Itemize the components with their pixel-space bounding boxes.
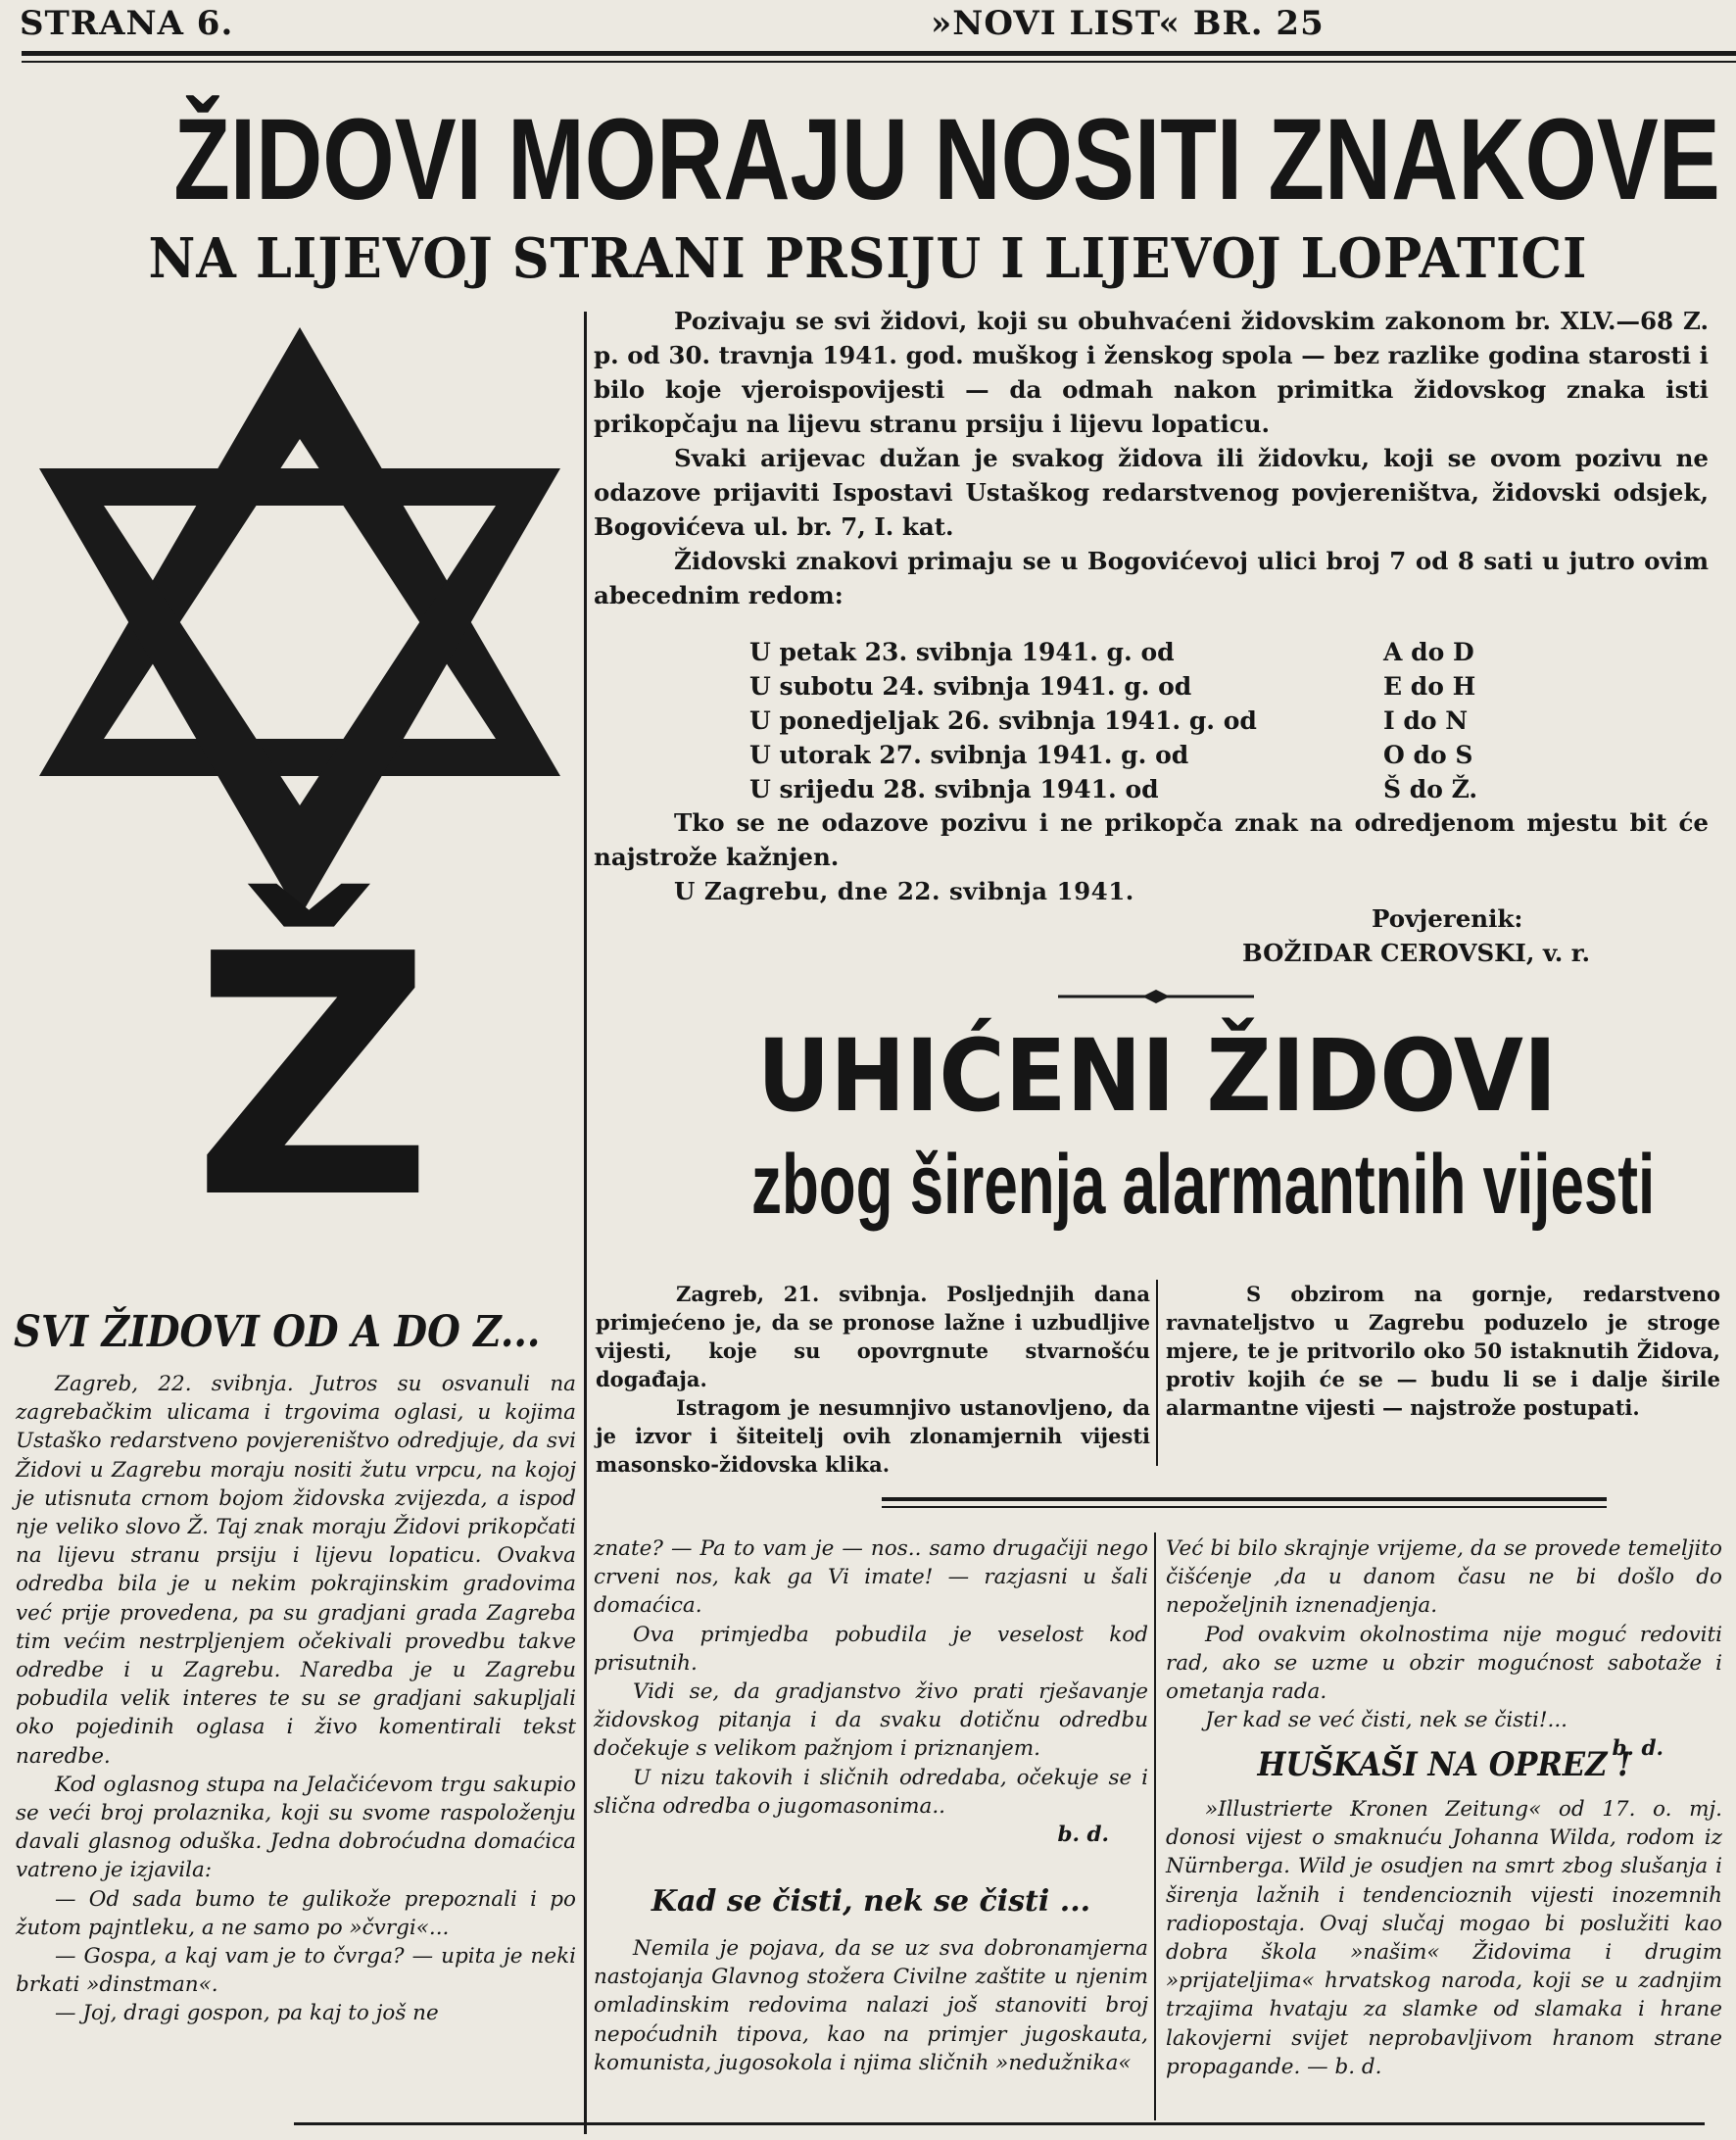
right-bottom-paragraph: Pod ovakvim okolnostima nije moguć redoviti rad, ako se uzme u obzir mogućnost sabotaže i ometanja rada. — [1166, 1622, 1722, 1705]
arrested-col1 — [596, 1280, 1150, 1479]
decree-paragraph: Židovski znakovi primaju se u Bogovićevoj ulici broj 7 od 8 sati u jutro ovim abecednim redom: — [594, 547, 1709, 609]
schedule-day: U subotu 24. svibnja 1941. g. od — [749, 672, 1192, 701]
letter-z-emblem: Ž — [192, 884, 434, 1272]
svi-zidovi-text — [16, 1370, 576, 2028]
column-divider-lower — [1154, 1532, 1156, 2120]
section-rule-thin — [882, 1506, 1607, 1508]
svi-zidovi-paragraph: — Od sada bumo te gulikože prepoznali i po žutom pajntleku, a ne samo po »čvrgi«... — [16, 1886, 576, 1940]
paper-name: »NOVI LIST« BR. 25 — [931, 4, 1325, 43]
column-divider-arrested — [1156, 1280, 1158, 1466]
decree-closing-block — [594, 805, 1709, 908]
arrested-paragraph: S obzirom na gornje, redarstveno ravnateljstvo u Zagrebu poduzelo je stroge mjere, te je pritvorilo oko 50 istaknutih Židova, protiv kojih će se — budu li se i dalje širile alarmantne vijesti — najstrože postupati. — [1166, 1282, 1720, 1420]
kad-se-cisti-headline: Kad se čisti, nek se čisti ... — [651, 1884, 1091, 1919]
continuation-text — [594, 1534, 1148, 1849]
schedule-day: U ponedjeljak 26. svibnja 1941. g. od — [749, 706, 1257, 735]
right-bottom-text — [1166, 1534, 1722, 1764]
continuation-paragraph: Vidi se, da gradjanstvo živo prati rješavanje židovskog pitanja i da svaku dotičnu odredbu dočekuje s velikom pažnjom i priznanjem. — [594, 1679, 1148, 1762]
continuation-paragraph: znate? — Pa to vam je — nos.. samo drugačiji nego crveni nos, kak ga Vi imate! — razjasni u šali domaćica. — [594, 1536, 1148, 1619]
right-bottom-sign: b. d. — [1612, 1736, 1664, 1762]
svi-zidovi-paragraph: Kod oglasnog stupa na Jelačićevom trgu sakupio se veći broj prolaznika, koji su svome raspoloženju davali glasnog oduška. Jedna dobroćudna domaćica vatreno je izjavila: — [16, 1772, 576, 1883]
header-rule-thin — [22, 61, 1736, 63]
huskasi-paragraph: »Illustrierte Kronen Zeitung« od 17. o. mj. donosi vijest o smaknuću Johanna Wilda, rodom iz Nürnberga. Wild je osudjen na smrt zbog slušanja i širenja lažnih i tendencioznih vijesti inozemnih radiopostaja. Ovaj slučaj mogao bi poslužiti kao dobra škola »našim« Židovima i drugim »prijateljima« hrvatskog naroda, koji se u zadnjim trzajima hvataju za slamke od slamaka i hrane lakovjerni svijet neprobavljivom hranom strane propagande. — b. d. — [1166, 1797, 1722, 2079]
arrested-headline: UHIĆENI ŽIDOVI — [756, 1018, 1558, 1135]
kad-se-cisti-paragraph: Nemila je pojava, da se uz sva dobronamjerna nastojanja Glavnog stožera Civilne zaštite u njenim omladinskim redovima nalazi još stanoviti broj nepoćudnih tipova, kao na primjer jugoskauta, komunista, jugosokola i njima sličnih »nedužnika« — [594, 1936, 1148, 2075]
arrested-subheadline: zbog širenja alarmantnih vijesti — [751, 1138, 1656, 1232]
continuation-paragraph: U nizu takovih i sličnih odredaba, očekuje se i slična odredba o jugomasonima.. — [594, 1765, 1148, 1819]
schedule-letters: O do S — [1383, 741, 1473, 769]
schedule-letters: E do H — [1383, 672, 1476, 701]
main-headline: ŽIDOVI MORAJU NOSITI ZNAKOVE — [173, 95, 1720, 224]
page-label: STRANA 6. — [20, 4, 234, 43]
main-subheadline: NA LIJEVOJ STRANI PRSIJU I LIJEVOJ LOPATICI — [148, 226, 1588, 291]
huskasi-headline: HUŠKAŠI NA OPREZ ! — [1257, 1745, 1631, 1784]
decree-text — [594, 304, 1709, 612]
continuation-sign: b. d. — [1057, 1823, 1109, 1848]
column-divider-main — [584, 312, 587, 2134]
decree-paragraph: Pozivaju se svi židovi, koji su obuhvaćeni židovskim zakonom br. XLV.—68 Z. p. od 30. travnja 1941. god. muškog i ženskog spola — bez razlike godina starosti i bilo koje vjeroispovijesti — da odmah nakon primitka židovskog znaka isti prikopčaju na lijevu stranu prsiju i lijevu lopaticu. — [594, 307, 1709, 438]
arrested-paragraph: Istragom je nesumnjivo ustanovljeno, da je izvor i šiteitelj ovih zlonamjernih vijesti masonsko-židovska klika. — [596, 1395, 1150, 1477]
header-rule-thick — [22, 51, 1736, 56]
schedule-letters: Š do Ž. — [1383, 775, 1478, 803]
ornament-rule — [1058, 990, 1254, 1003]
arrested-paragraph: Zagreb, 21. svibnja. Posljednjih dana primjećeno je, da se pronose lažne i uzbudljive vijesti, koje su opovrgnute stvarnošću događaja. — [596, 1282, 1150, 1391]
schedule-day: U petak 23. svibnja 1941. g. od — [749, 638, 1175, 666]
signature-title: Povjerenik: — [1372, 904, 1523, 933]
right-bottom-paragraph: Jer kad se već čisti, nek se čisti!... — [1205, 1708, 1568, 1733]
decree-paragraph: Svaki arijevac dužan je svakog židova ili židovku, koji se ovom pozivu ne odazove prijaviti Ispostavi Ustaškog redarstvenog povjereništva, židovski odsjek, Bogovićeva ul. br. 7, I. kat. — [594, 444, 1709, 541]
signature-name: BOŽIDAR CEROVSKI, v. r. — [1242, 939, 1590, 967]
decree-place-date: U Zagrebu, dne 22. svibnja 1941. — [674, 877, 1134, 905]
decree-closing: Tko se ne odazove pozivu i ne prikopča znak na odredjenom mjestu bit će najstrože kažnjen. — [594, 808, 1709, 871]
svi-zidovi-paragraph: — Joj, dragi gospon, pa kaj to još ne — [55, 2001, 439, 2026]
schedule-letters: A do D — [1383, 638, 1474, 666]
svi-zidovi-paragraph: Zagreb, 22. svibnja. Jutros su osvanuli na zagrebačkim ulicama i trgovima oglasi, u kojima Ustaško redarstveno povjereništvo odredjuje, da svi Židovi u Zagrebu moraju nositi žutu vrpcu, na kojoj je utisnuta crnom bojom židovska zvijezda, a ispod nje veliko slovo Ž. Taj znak moraju Židovi prikopčati na lijevu stranu prsiju i lijevu lopaticu. Ovakva odredba bila je u nekim pokrajinskim gradovima već prije provedena, pa su gradjani grada Zagreba tim većim nestrpljenjem očekivali provedbu takve odredbe i u Zagrebu. Naredba je u Zagrebu pobudila velik interes te su se gradjani sakupljali oko pojedinih oglasa i živo komentirali tekst naredbe. — [16, 1372, 576, 1769]
huskasi-text — [1166, 1795, 1722, 2081]
arrested-col2 — [1166, 1280, 1720, 1422]
kad-se-cisti-text — [594, 1934, 1148, 2077]
svi-zidovi-headline: SVI ŽIDOVI OD A DO Z... — [14, 1307, 541, 1357]
schedule-day: U utorak 27. svibnja 1941. g. od — [749, 741, 1189, 769]
footer-rule — [294, 2122, 1705, 2125]
schedule-day: U srijedu 28. svibnja 1941. od — [749, 775, 1159, 803]
continuation-paragraph: Ova primjedba pobudila je veselost kod prisutnih. — [594, 1622, 1148, 1676]
star-of-david-icon — [35, 323, 564, 921]
schedule-letters: I do N — [1383, 706, 1469, 735]
right-bottom-paragraph: Već bi bilo skrajnje vrijeme, da se provede temeljito čišćenje ,da u danom času ne bi došlo do nepoželjnih iznenadjenja. — [1166, 1536, 1722, 1619]
section-rule-thick — [882, 1497, 1607, 1501]
svi-zidovi-paragraph: — Gospa, a kaj vam je to čvrga? — upita je neki brkati »dinstman«. — [16, 1944, 576, 1998]
